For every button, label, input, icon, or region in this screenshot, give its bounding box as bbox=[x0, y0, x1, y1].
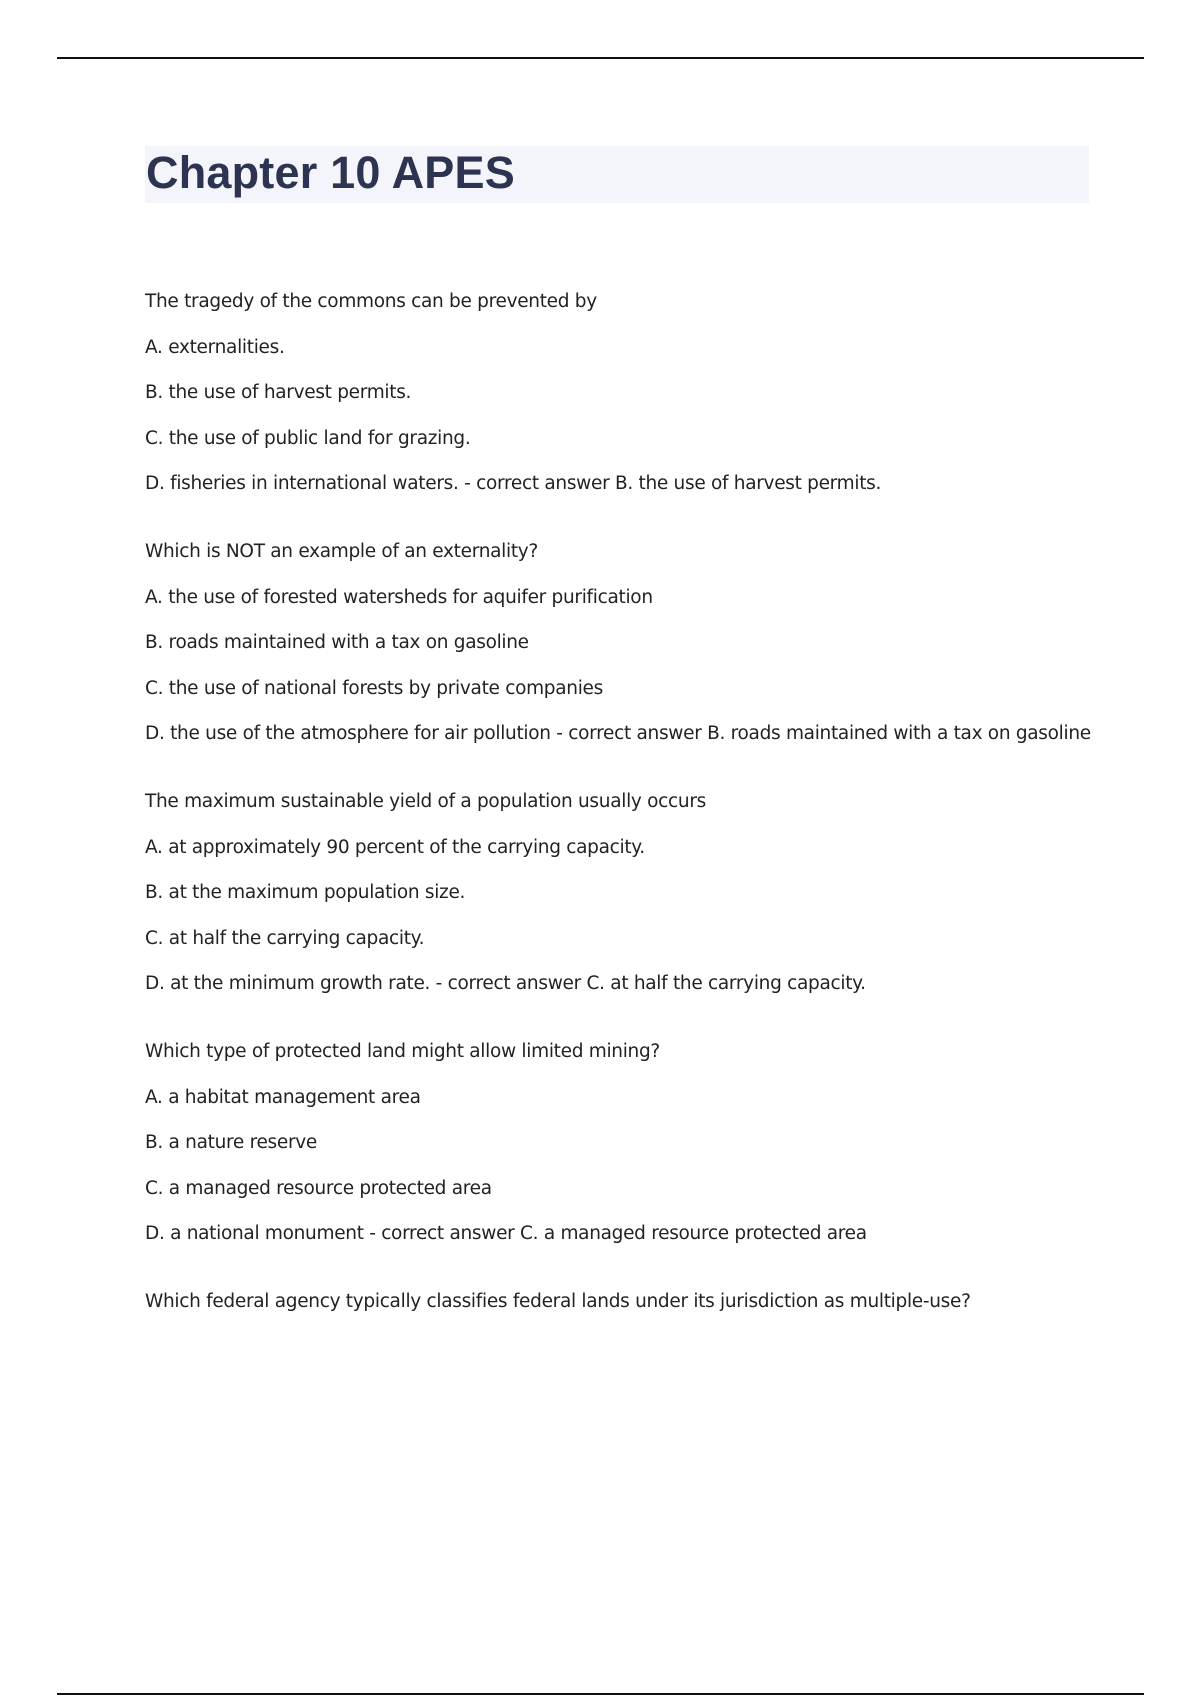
question-prompt: Which type of protected land might allow limited mining? bbox=[145, 1041, 660, 1062]
answer-option-with-correct-answer: D. fisheries in international waters. - correct answer B. the use of harvest permits. bbox=[145, 473, 882, 494]
answer-option: A. at approximately 90 percent of the carrying capacity. bbox=[145, 836, 645, 858]
answer-option: C. the use of national forests by private companies bbox=[145, 677, 603, 699]
question-prompt: Which federal agency typically classifies federal lands under its jurisdiction as multiple-use? bbox=[145, 1291, 971, 1312]
question-list bbox=[145, 290, 1105, 1358]
answer-option-with-correct-answer: D. at the minimum growth rate. - correct answer C. at half the carrying capacity. bbox=[145, 973, 866, 994]
question-block bbox=[145, 790, 1105, 996]
question-prompt: The maximum sustainable yield of a population usually occurs bbox=[145, 791, 706, 812]
answer-option: B. the use of harvest permits. bbox=[145, 382, 412, 403]
answer-option: C. a managed resource protected area bbox=[145, 1177, 492, 1199]
answer-option: B. a nature reserve bbox=[145, 1132, 318, 1153]
question-prompt: Which is NOT an example of an externality? bbox=[145, 541, 538, 562]
page-title: Chapter 10 APES bbox=[146, 147, 515, 198]
answer-option: B. roads maintained with a tax on gasoline bbox=[145, 632, 529, 653]
question-prompt: The tragedy of the commons can be prevented by bbox=[145, 291, 597, 312]
answer-option: B. at the maximum population size. bbox=[145, 882, 466, 903]
question-block bbox=[145, 1290, 1105, 1314]
answer-option-with-correct-answer: D. the use of the atmosphere for air pollution - correct answer B. roads maintained with a tax on gasoline bbox=[145, 723, 1091, 744]
answer-option-with-correct-answer: D. a national monument - correct answer C. a managed resource protected area bbox=[145, 1223, 867, 1244]
answer-option: A. a habitat management area bbox=[145, 1086, 421, 1108]
question-block bbox=[145, 1040, 1105, 1246]
header-rule bbox=[57, 57, 1144, 59]
question-block bbox=[145, 290, 1105, 496]
answer-option: A. externalities. bbox=[145, 336, 285, 358]
answer-option: A. the use of forested watersheds for aquifer purification bbox=[145, 586, 653, 608]
footer-rule bbox=[57, 1693, 1144, 1695]
answer-option: C. the use of public land for grazing. bbox=[145, 427, 471, 449]
question-block bbox=[145, 540, 1105, 746]
answer-option: C. at half the carrying capacity. bbox=[145, 927, 425, 949]
